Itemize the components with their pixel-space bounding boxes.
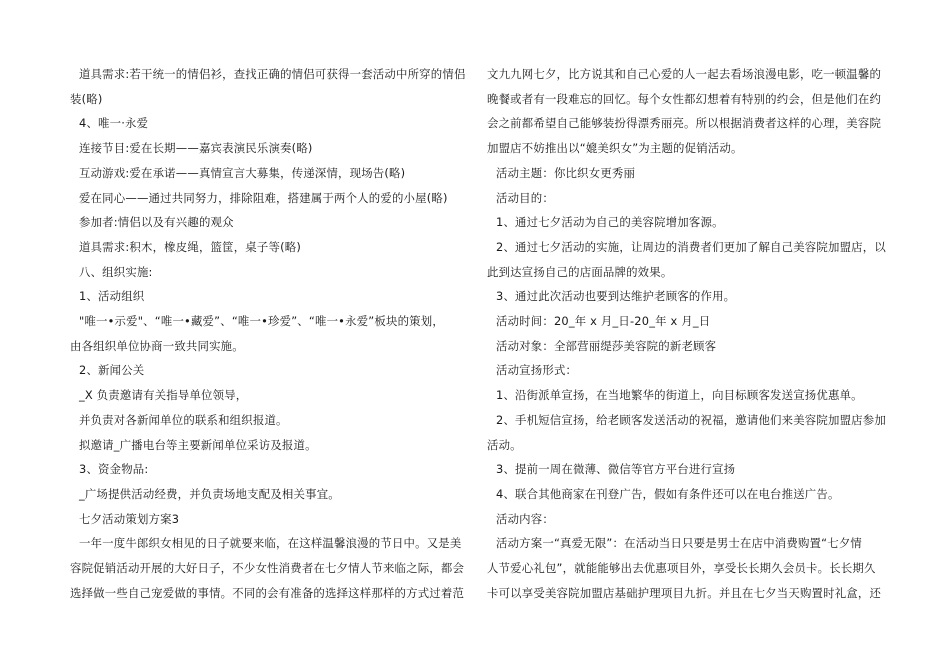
- right-column-line: 2、手机短信宣扬，给老顾客发送活动的祝福，邀请他们来美容院加盟店参加: [496, 412, 886, 427]
- left-column-line: 道具需求:若干统一的情侣衫，查找正确的情侣可获得一套活动中所穿的情侣: [79, 67, 466, 81]
- left-column-line: 一年一度牛郎织女相见的日子就要来临，在这样温馨浪漫的节日中。又是美: [79, 536, 462, 551]
- right-column-line: 4、联合其他商家在刊登广告，假如有条件还可以在电台推送广告。: [496, 486, 840, 501]
- right-column-line: 活动内容：: [496, 511, 554, 526]
- left-column-line: 道具需求:积木，橡皮绳，篮筐，桌子等(略): [79, 239, 301, 254]
- right-column-line: 活动主题：你比织女更秀丽: [496, 165, 636, 180]
- left-text-column: [70, 62, 471, 605]
- left-column-line: _广场提供活动经费，并负责场地支配及相关事宜。: [79, 486, 340, 501]
- right-column-line: 2、通过七夕活动的实施，让周边的消费者们更加了解自己美容院加盟店，以: [496, 239, 886, 254]
- left-column-line: 并负责对各新闻单位的联系和组织报道。: [79, 412, 288, 427]
- right-column-line: 3、提前一周在微薄、微信等官方平台进行宣扬: [496, 462, 736, 477]
- right-column-line: 活动目的：: [496, 190, 554, 205]
- left-column-line: 拟邀请_广播电台等主要新闻单位采访及报道。: [79, 437, 317, 452]
- right-column-line: 活动。: [487, 437, 522, 452]
- right-column-line: 1、沿街派单宣扬，在当地繁华的街道上，向目标顾客发送宣扬优惠单。: [496, 388, 863, 403]
- right-column-line: 活动时间：20_年 x 月_日-20_年 x 月_日: [496, 314, 711, 329]
- right-column-line: 文九九网七夕，比方说其和自己心爱的人一起去看场浪漫电影，吃一顿温馨的: [487, 67, 882, 81]
- right-column-line: 3、通过此次活动也要到达维护老顾客的作用。: [496, 289, 736, 304]
- left-column-line: 2、新闻公关: [79, 363, 145, 378]
- right-text-column: [487, 62, 886, 605]
- left-column-line: 4、唯一·永爱: [79, 116, 149, 131]
- left-column-line: 装(略): [70, 91, 103, 106]
- left-column-line: _X 负责邀请有关指导单位领导，: [79, 388, 248, 403]
- right-column-line: 人节爱心礼包”，就能能够出去优惠项目外，享受长长期久会员卡。长长期久: [487, 561, 876, 576]
- left-column-line: 选择做一些自己宠爱做的事情。不同的会有准备的选择这样那样的方式过着范: [70, 585, 465, 600]
- left-column-line: 由各组织单位协商一致共同实施。: [70, 338, 244, 353]
- left-column-line: 互动游戏:爱在承诺——真情宣言大募集，传递深情，现场告(略): [79, 165, 406, 180]
- left-column-line: 1、活动组织: [79, 289, 145, 304]
- right-column-line: 活动方案一“真爱无限”：在活动当日只要是男士在店中消费购置“七夕情: [496, 536, 863, 551]
- right-column-line: 活动宣扬形式：: [496, 363, 578, 378]
- left-column-line: 连接节目:爱在长期——嘉宾表演民乐演奏(略): [79, 141, 313, 156]
- left-column-line: 参加者:情侣以及有兴趣的观众: [79, 215, 234, 230]
- left-column-line: 爱在同心——通过共同努力，排除阻难，搭建属于两个人的爱的小屋(略): [79, 190, 448, 205]
- right-column-line: 加盟店不妨推出以“媲美织女”为主题的促销活动。: [487, 141, 743, 156]
- left-column-line: "唯一•示爱"、“唯一•藏爱”、“唯一•珍爱”、“唯一•永爱”板块的策划，: [79, 314, 444, 329]
- left-column-line: 3、资金物品:: [79, 462, 149, 477]
- left-column-line: 容院促销活动开展的大好日子，不少女性消费者在七夕情人节来临之际，都会: [70, 561, 465, 576]
- right-column-line: 晚餐或者有一段难忘的回忆。每个女性都幻想着有特别的约会，但是他们在约: [487, 91, 882, 106]
- right-column-line: 活动对象：全部营丽缇莎美容院的新老顾客: [496, 338, 717, 353]
- right-column-line: 1、通过七夕活动为自己的美容院增加客源。: [496, 215, 724, 230]
- right-column-line: 卡可以享受美容院加盟店基础护理项目九折。并且在七夕当天购置时礼盒，还: [487, 585, 882, 600]
- right-column-line: 此到达宣扬自己的店面品牌的效果。: [487, 264, 673, 279]
- right-column-line: 会之前都希望自己能够装扮得漂秀丽亮。所以根据消费者这样的心理，美容院: [487, 116, 882, 131]
- left-column-line: 八、组织实施:: [79, 264, 153, 279]
- left-column-line: 七夕活动策划方案3: [79, 511, 180, 526]
